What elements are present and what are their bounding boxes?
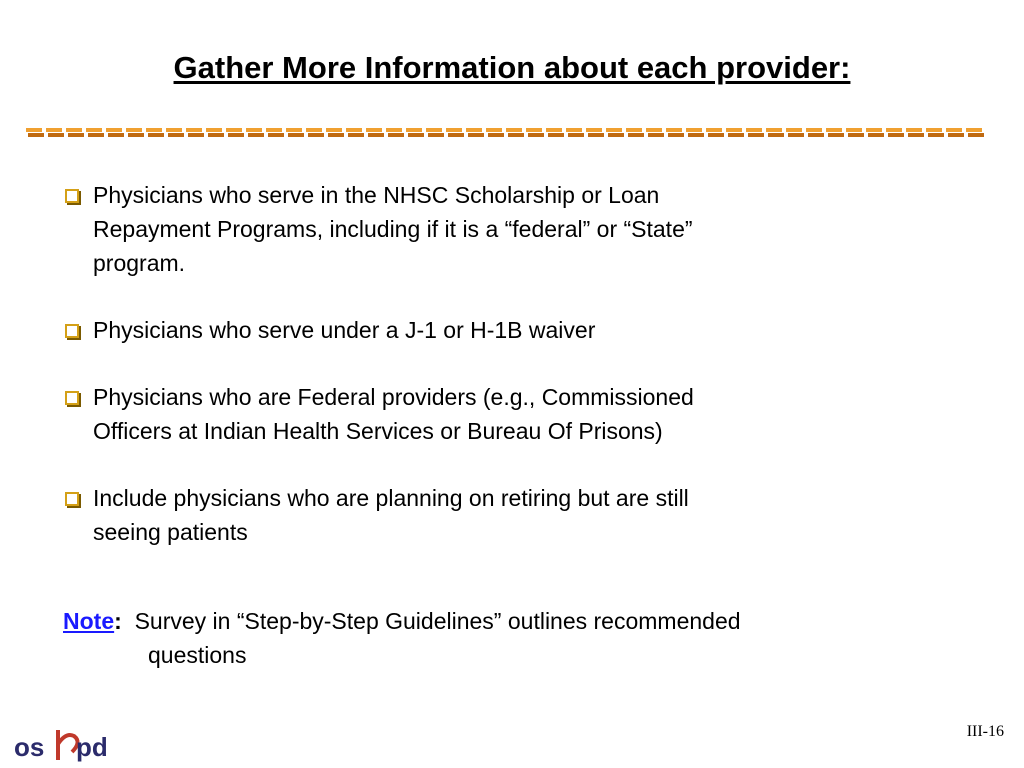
divider-dash-bottom-46	[948, 133, 964, 137]
logo-mark-icon	[58, 730, 78, 760]
divider-dash-bottom-34	[708, 133, 724, 137]
divider-dash-top-14	[306, 128, 322, 132]
divider-dash-top-34	[706, 128, 722, 132]
divider-dash-bottom-41	[848, 133, 864, 137]
divider-dash-top-10	[226, 128, 242, 132]
oshpd-logo	[12, 722, 122, 764]
bullet-item-retiring: Include physicians who are planning on retiring but are still seeing patients	[63, 481, 943, 549]
note-text-line1: Survey in “Step-by-Step Guidelines” outlines recommended	[134, 608, 741, 634]
divider-dash-bottom-23	[488, 133, 504, 137]
divider-dash-top-2	[66, 128, 82, 132]
divider-dash-bottom-33	[688, 133, 704, 137]
divider-dash-bottom-30	[628, 133, 644, 137]
divider-dash-top-16	[346, 128, 362, 132]
divider-dash-bottom-21	[448, 133, 464, 137]
divider-dash-bottom-36	[748, 133, 764, 137]
note-text-line2: questions	[148, 642, 247, 668]
divider-dash-top-25	[526, 128, 542, 132]
divider-dash-top-27	[566, 128, 582, 132]
divider-dash-top-36	[746, 128, 762, 132]
divider-dash-top-8	[186, 128, 202, 132]
checkbox-bullet-icon	[65, 189, 79, 203]
divider-dash-bottom-40	[828, 133, 844, 137]
divider-dash-bottom-6	[148, 133, 164, 137]
divider-dash-bottom-32	[668, 133, 684, 137]
divider-dash-top-4	[106, 128, 122, 132]
divider-dash-top-22	[466, 128, 482, 132]
divider-dash-bottom-25	[528, 133, 544, 137]
divider-dash-top-9	[206, 128, 222, 132]
bullet-item-waiver: Physicians who serve under a J-1 or H-1B waiver	[63, 313, 943, 347]
divider-dash-bottom-26	[548, 133, 564, 137]
divider-dash-top-6	[146, 128, 162, 132]
divider-dash-top-21	[446, 128, 462, 132]
divider-dash-bottom-24	[508, 133, 524, 137]
divider-dash-bottom-3	[88, 133, 104, 137]
divider-dash-bottom-4	[108, 133, 124, 137]
divider-dash-top-12	[266, 128, 282, 132]
divider-dash-bottom-15	[328, 133, 344, 137]
divider-dash-bottom-7	[168, 133, 184, 137]
divider-dash-bottom-12	[268, 133, 284, 137]
divider-dash-top-30	[626, 128, 642, 132]
divider-dash-bottom-28	[588, 133, 604, 137]
divider-dash-bottom-13	[288, 133, 304, 137]
divider-dash-top-44	[906, 128, 922, 132]
divider-dash-bottom-47	[968, 133, 984, 137]
divider-dash-bottom-39	[808, 133, 824, 137]
divider-dash-top-26	[546, 128, 562, 132]
logo-text-right: pd	[76, 732, 108, 762]
divider-dash-top-45	[926, 128, 942, 132]
divider-dash-bottom-29	[608, 133, 624, 137]
divider-dash-top-31	[646, 128, 662, 132]
divider-dash-top-29	[606, 128, 622, 132]
divider-dash-top-24	[506, 128, 522, 132]
divider-dash-top-18	[386, 128, 402, 132]
checkbox-bullet-icon	[65, 324, 79, 338]
note-section	[63, 604, 963, 672]
divider-dash-top-19	[406, 128, 422, 132]
divider-dash-top-20	[426, 128, 442, 132]
divider-dash-bottom-38	[788, 133, 804, 137]
divider-dash-top-46	[946, 128, 962, 132]
logo-text-left: os	[14, 732, 45, 762]
divider-dash-top-28	[586, 128, 602, 132]
divider-dash-top-5	[126, 128, 142, 132]
note-colon: :	[114, 608, 122, 634]
divider-dash-bottom-0	[28, 133, 44, 137]
divider-dash-top-3	[86, 128, 102, 132]
divider-dash-top-0	[26, 128, 42, 132]
divider-dash-top-42	[866, 128, 882, 132]
divider-dash-bottom-31	[648, 133, 664, 137]
divider-dash-bottom-37	[768, 133, 784, 137]
divider-dash-top-38	[786, 128, 802, 132]
divider-dash-bottom-18	[388, 133, 404, 137]
divider-dash-bottom-45	[928, 133, 944, 137]
divider-dash-top-17	[366, 128, 382, 132]
divider-dash-top-35	[726, 128, 742, 132]
divider-dash-bottom-14	[308, 133, 324, 137]
divider-dash-top-41	[846, 128, 862, 132]
divider-dash-bottom-43	[888, 133, 904, 137]
divider-dash-top-1	[46, 128, 62, 132]
divider-dash-bottom-16	[348, 133, 364, 137]
divider-dash-top-43	[886, 128, 902, 132]
divider-dash-top-37	[766, 128, 782, 132]
page-number: III-16	[966, 723, 1004, 740]
divider-dash-bottom-27	[568, 133, 584, 137]
divider-dash-bottom-8	[188, 133, 204, 137]
divider-dash-top-13	[286, 128, 302, 132]
divider-dash-bottom-5	[128, 133, 144, 137]
divider-dash-top-11	[246, 128, 262, 132]
divider-dash-bottom-11	[248, 133, 264, 137]
divider-dash-bottom-2	[68, 133, 84, 137]
divider-dash-bottom-17	[368, 133, 384, 137]
slide-title: Gather More Information about each provider:	[173, 50, 851, 85]
divider-dash-top-7	[166, 128, 182, 132]
divider-dash-bottom-44	[908, 133, 924, 137]
divider-dash-top-15	[326, 128, 342, 132]
bullet-item-nhsc: Physicians who serve in the NHSC Scholarship or Loan Repayment Programs, including if it is a “federal” or “State” program.	[63, 178, 943, 280]
divider-dash-top-33	[686, 128, 702, 132]
divider-dash-bottom-10	[228, 133, 244, 137]
divider-dash-top-32	[666, 128, 682, 132]
checkbox-bullet-icon	[65, 391, 79, 405]
note-link[interactable]: Note	[63, 608, 115, 634]
bullet-item-federal: Physicians who are Federal providers (e.g., Commissioned Officers at Indian Health Services or Bureau Of Prisons)	[63, 380, 943, 448]
divider-dash-top-23	[486, 128, 502, 132]
divider-dash-bottom-42	[868, 133, 884, 137]
divider-dash-bottom-20	[428, 133, 444, 137]
divider-dash-bottom-9	[208, 133, 224, 137]
divider-dash-bottom-35	[728, 133, 744, 137]
divider-dash-bottom-19	[408, 133, 424, 137]
bullet-list	[63, 178, 943, 549]
divider-dash-bottom-22	[468, 133, 484, 137]
divider-dash-bottom-1	[48, 133, 64, 137]
divider-dash-top-47	[966, 128, 982, 132]
checkbox-bullet-icon	[65, 492, 79, 506]
dashed-divider	[26, 127, 1000, 139]
divider-dash-top-39	[806, 128, 822, 132]
divider-dash-top-40	[826, 128, 842, 132]
